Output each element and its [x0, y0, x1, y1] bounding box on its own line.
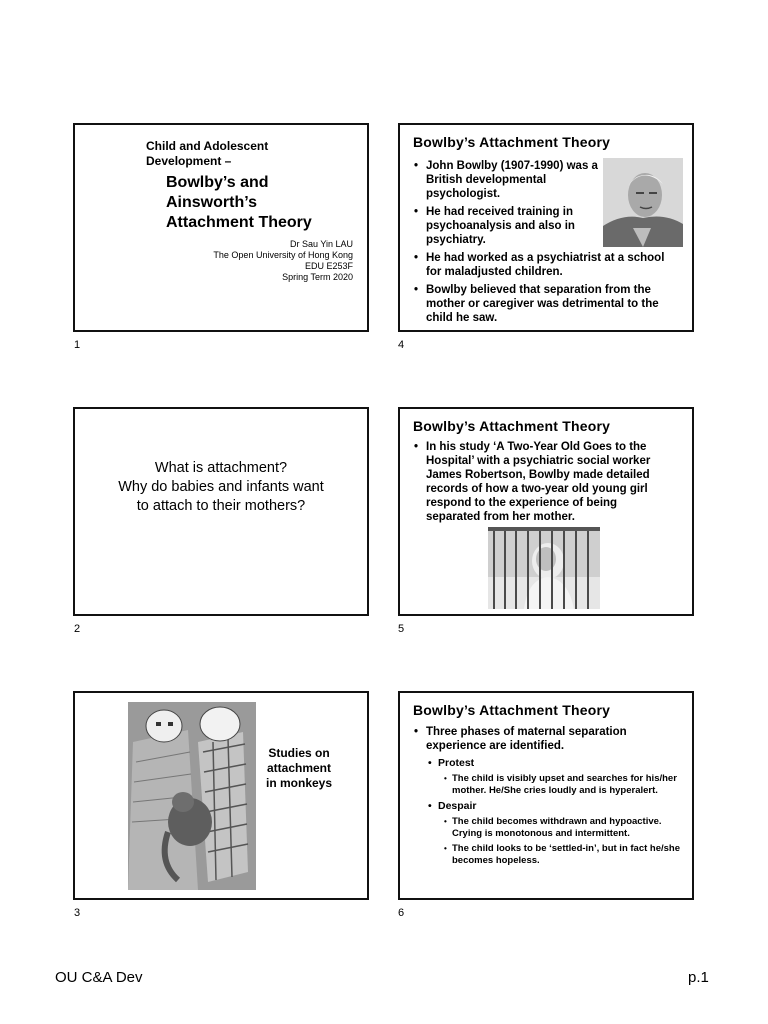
slide-6: [398, 691, 694, 900]
slide-number-3: 3: [74, 907, 81, 919]
list-item-protest: • Protest: [412, 757, 682, 770]
footer-page-number: p.1: [688, 969, 709, 986]
question-line-1: What is attachment?: [154, 460, 288, 476]
slide-number-4: 4: [398, 339, 405, 351]
list-item: • The child looks to be ‘settled-in’, but in fact he/she becomes hopeless.: [412, 843, 682, 867]
university: The Open University of Hong Kong: [213, 250, 353, 260]
slide-5: [398, 407, 694, 616]
slide-1-credits: [213, 239, 353, 283]
question-line-2: Why do babies and infants want: [118, 479, 324, 495]
slide-4: [398, 123, 694, 332]
slide-4-title: Bowlby’s Attachment Theory: [413, 134, 611, 150]
question-line-3: to attach to their mothers?: [136, 498, 306, 514]
slide-3-caption: Studies on attachment in monkeys: [265, 746, 333, 790]
list-item: • The child becomes withdrawn and hypoactive. Crying is monotonous and intermittent.: [412, 816, 682, 840]
slide-1-title: Bowlby’s and Ainsworth’s Attachment Theory: [166, 174, 312, 231]
course-code: EDU E253F: [304, 261, 353, 271]
slide-4-bullets: [412, 159, 684, 329]
slide-1-subtitle: Child and Adolescent Development –: [146, 139, 269, 168]
term: Spring Term 2020: [282, 272, 353, 282]
slide-number-5: 5: [398, 623, 405, 635]
slide-6-title: Bowlby’s Attachment Theory: [413, 702, 611, 718]
slide-number-6: 6: [398, 907, 405, 919]
slide-number-2: 2: [74, 623, 81, 635]
list-item: • The child is visibly upset and searches for his/her mother. He/She cries loudly and is hyperalert.: [412, 773, 682, 797]
slide-2-question: [75, 459, 367, 516]
list-item: • Bowlby believed that separation from the mother or caregiver was detrimental to the child he saw.: [412, 283, 684, 325]
slide-5-bullets: [412, 440, 674, 528]
slide-3: [73, 691, 369, 900]
monkey-study-photo: [128, 702, 256, 890]
author: Dr Sau Yin LAU: [289, 239, 353, 249]
list-item: • He had received training in psychoanalysis and also in psychiatry.: [412, 205, 606, 247]
list-item-despair: • Despair: [412, 800, 682, 813]
slide-number-1: 1: [74, 339, 81, 351]
slide-5-title: Bowlby’s Attachment Theory: [413, 418, 611, 434]
slide-6-bullets: [412, 725, 682, 870]
list-item: • Three phases of maternal separation experience are identified.: [412, 725, 656, 753]
footer-course: OU C&A Dev: [55, 969, 143, 986]
list-item: • He had worked as a psychiatrist at a school for maladjusted children.: [412, 251, 666, 279]
slide-1: [73, 123, 369, 332]
hospital-child-photo: [488, 527, 600, 609]
slide-2: [73, 407, 369, 616]
list-item: • In his study ‘A Two-Year Old Goes to the Hospital’ with a psychiatric social worker James Robertson, Bowlby made detailed records of how a two-year old young girl respond to the experience of being separated from her mother.: [412, 440, 674, 524]
list-item: • John Bowlby (1907-1990) was a British developmental psychologist.: [412, 159, 606, 201]
